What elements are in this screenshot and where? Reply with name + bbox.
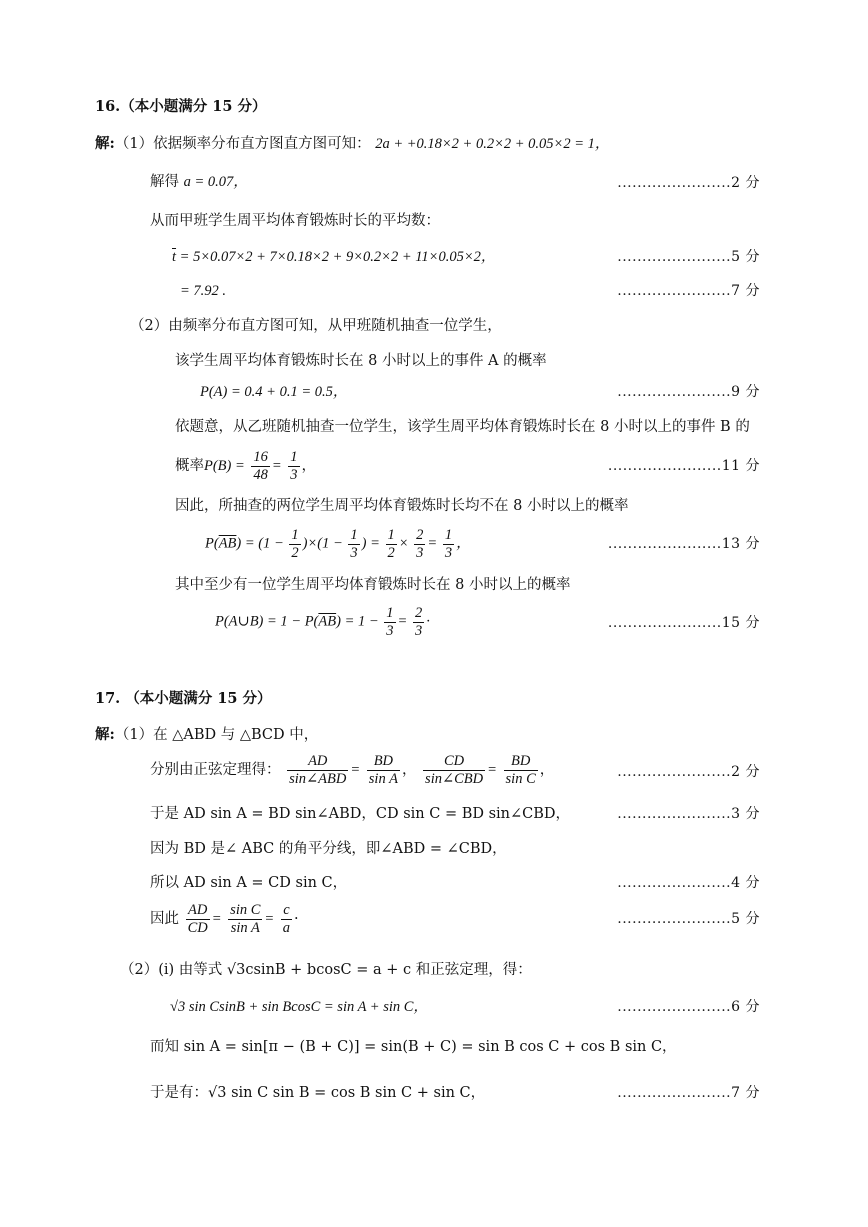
q17-law-prefix: 分别由正弦定理得： <box>150 762 281 779</box>
q16-union-fraction-2: $\frac{2}{3}$ <box>414 605 423 639</box>
q16-part2-text: 由频率分布直方图可知，从甲班随机抽查一位学生， <box>168 318 502 334</box>
q17-therefore-text: 所以 AD sin A = CD sin C， <box>150 875 348 891</box>
q16-pnot-line: $P(\overline{AB}) = (1$ − $\frac{1}{2}$ )×(1 − $\frac{1}{3}$ ) = $\frac{1}{2}$ × $\frac{2}{3}$ = $\frac{1}{3}$ ， <box>205 527 471 561</box>
q16-pb-fraction-2: $\frac{1}{3}$ <box>290 449 298 483</box>
q16-mean-equation: $\overline{t} = 5\times 0.07\times 2 + 7\times 0.18\times 2 + 9\times 0.2\times 2 + 11\times 0.05\times 2$， <box>172 249 496 265</box>
q16-twothird-fraction: $\frac{2}{3}$ <box>416 527 424 561</box>
q16-mean-value: = 7.92 . <box>180 283 227 299</box>
q17-so-text: 于是 AD sin A = BD sin∠ABD，CD sin C = BD sin∠CBD， <box>150 806 571 822</box>
q16-solve-line <box>150 174 248 191</box>
q16-score-7: .......................7 分 <box>617 283 760 299</box>
q16-pb-prefix: 概率 <box>175 458 204 475</box>
q16-score-15: .......................15 分 <box>607 615 760 631</box>
q16-pnot-text: 因此，所抽查的两位学生周平均体育锻炼时长均不在 8 小时以上的概率 <box>175 498 629 514</box>
q17-hence-fraction-3: $\frac{c}{a}$ <box>282 902 291 936</box>
q17-hence-fraction-1: $\frac{AD}{CD}$ <box>187 902 208 936</box>
q16-heading: 16.（本小题满分 15 分） <box>95 98 267 115</box>
q17-score-3: .......................3 分 <box>617 806 760 822</box>
q17-know-text: 而知 sin A = sin[π − (B + C)] = sin(B + C) = sin B cos C + cos B sin C， <box>150 1039 677 1055</box>
q16-half-fraction: $\frac{1}{2}$ <box>291 527 299 561</box>
q17-law-fraction-2: $\frac{BD}{\text{sin A}}$ <box>368 753 398 787</box>
q16-result-fraction: $\frac{1}{3}$ <box>444 527 453 561</box>
q16-third-fraction: $\frac{1}{3}$ <box>350 527 358 561</box>
q16-equation-1: 2a + +0.18×2 + 0.2×2 + 0.05×2 = 1， <box>375 136 610 152</box>
q17-part1-line <box>95 726 318 744</box>
q16-pnot-lhs: $P(\overline{AB}) = (1$ − <box>205 535 284 552</box>
q17-part2-line <box>120 962 532 979</box>
q17-bisect-text: 因为 BD 是∠ ABC 的角平分线，即∠ABD = ∠CBD， <box>150 841 507 857</box>
q17-yu-text: 于是有：√3 sin C sin B = cos B sin C + sin C， <box>150 1085 486 1101</box>
q17-law-fraction-1: AD sin∠ABD <box>289 753 347 787</box>
q17-hence-prefix: 因此 <box>150 911 179 928</box>
q17-score-5: .......................5 分 <box>617 911 760 927</box>
q16-pa-equation: P(A) = 0.4 + 0.1 = 0.5， <box>200 384 348 400</box>
q16-solve-prefix: 解得 <box>150 174 179 190</box>
q16-part2-label: （2） <box>130 318 169 334</box>
q16-pb-lhs: P(B) = <box>204 458 245 475</box>
q16-score-9: .......................9 分 <box>617 384 760 400</box>
q16-pa-text: 该学生周平均体育锻炼时长在 8 小时以上的事件 A 的概率 <box>175 353 547 369</box>
q16-union-line: P(A∪B) = $1 - P(\overline{AB}) = 1$ − $\frac{1}{3}$ = $\frac{2}{3}$ · <box>215 605 430 639</box>
q17-part2-label: （2）(i) <box>120 962 175 978</box>
q17-part1-text: 在 △ABD 与 △BCD 中， <box>153 727 319 743</box>
q17-score-4: .......................4 分 <box>617 875 760 891</box>
q17-law-fraction-4: $\frac{BD}{\text{sin C}}$ <box>505 753 536 787</box>
q17-law-fraction-3: CD sin∠CBD <box>425 753 484 787</box>
q16-pb-text: 依题意，从乙班随机抽查一位学生，该学生周平均体育锻炼时长在 8 小时以上的事件 B 的 <box>175 419 750 435</box>
q16-score-2: .......................2 分 <box>617 175 760 191</box>
q17-heading: 17. （本小题满分 15 分） <box>95 690 272 707</box>
q17-part2-text: 由等式 √3csinB + bcosC = a + c 和正弦定理，得： <box>178 962 532 978</box>
q16-mean-text: 从而甲班学生周平均体育锻炼时长的平均数： <box>150 213 440 229</box>
q17-hence-line: 因此 $\frac{AD}{CD}$ = $\frac{\text{sin C}}{\text{sin A}}$ = $\frac{c}{a}$ · <box>150 902 299 936</box>
q16-pb-fraction-1: $\frac{16}{48}$ <box>253 449 268 483</box>
q16-jie-label: 解: <box>95 135 115 152</box>
q17-equation-6: √3 sin CsinB + sin BcosC = sin A + sin C， <box>170 999 428 1015</box>
q16-part1-text: 依据频率分布直方图直方图可知： <box>153 136 371 152</box>
q16-score-11: .......................11 分 <box>607 458 760 474</box>
q17-score-6: .......................6 分 <box>617 999 760 1015</box>
q16-union-fraction-1: $\frac{1}{3}$ <box>386 605 394 639</box>
q16-part1-label: （1） <box>114 136 154 152</box>
q16-score-5: .......................5 分 <box>617 249 760 265</box>
q16-atleast-text: 其中至少有一位学生周平均体育锻炼时长在 8 小时以上的概率 <box>175 577 571 593</box>
q16-half-fraction-2: $\frac{1}{2}$ <box>387 527 395 561</box>
q16-part2-line <box>130 318 502 335</box>
q16-score-13: .......................13 分 <box>607 536 760 552</box>
q16-solve-value: a = 0.07， <box>183 174 248 190</box>
q17-hence-fraction-2: $\frac{\text{sin C}}{\text{sin A}}$ <box>230 902 261 936</box>
q16-part1-line <box>95 135 609 153</box>
q16-pb-line: 概率P(B) = $\frac{16}{48}$ = $\frac{1}{3}$ ， <box>175 449 317 483</box>
q17-part1-label: （1） <box>114 727 154 743</box>
q17-score-7: .......................7 分 <box>617 1085 760 1101</box>
q16-union-lhs: P(A∪B) = $1 - P(\overline{AB}) = 1$ − <box>215 613 379 630</box>
q17-law-line: 分别由正弦定理得： AD sin∠ABD = $\frac{BD}{\text{sin A}}$ ， CD sin∠CBD = $\frac{BD}{\text{sin C}}$ ， <box>150 753 555 787</box>
q17-jie-label: 解: <box>95 726 115 743</box>
q17-score-2: .......................2 分 <box>617 764 760 780</box>
